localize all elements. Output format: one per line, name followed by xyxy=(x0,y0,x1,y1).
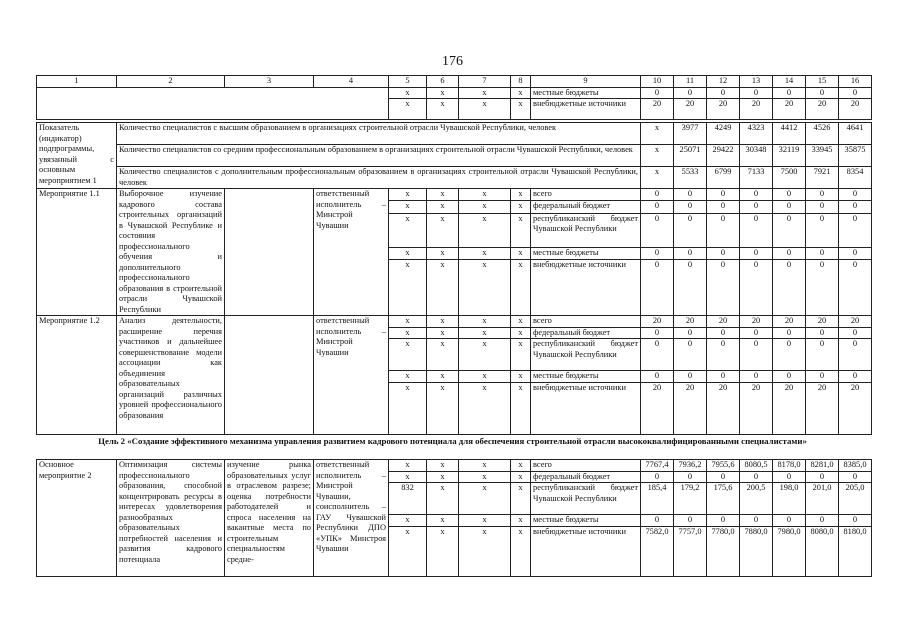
code-cell: х xyxy=(427,87,459,99)
code-cell: 832 xyxy=(389,483,427,515)
code-cell: х xyxy=(511,526,531,576)
year-value-cell: 8178,0 xyxy=(773,460,806,472)
code-cell: х xyxy=(511,471,531,483)
year-value-cell: 0 xyxy=(740,515,773,527)
code-cell: х xyxy=(427,515,459,527)
indicator-value-cell: 30348 xyxy=(740,145,773,167)
year-value-cell: 0 xyxy=(806,201,839,213)
funding-source-cell: внебюджетные источники xyxy=(531,99,641,120)
year-value-cell: 0 xyxy=(674,371,707,383)
year-value-cell: 8281,0 xyxy=(806,460,839,472)
year-value-cell: 20 xyxy=(839,99,872,120)
year-value-cell: 7780,0 xyxy=(707,526,740,576)
year-value-cell: 175,6 xyxy=(707,483,740,515)
indicator-x-cell: х xyxy=(641,145,674,167)
code-cell: х xyxy=(389,471,427,483)
year-value-cell: 0 xyxy=(740,213,773,247)
year-value-cell: 0 xyxy=(773,201,806,213)
year-value-cell: 20 xyxy=(806,316,839,328)
measure-executor: ответственный исполнитель – Минстрой Чувашии xyxy=(314,316,389,435)
year-value-cell: 0 xyxy=(674,339,707,371)
table-row xyxy=(37,123,872,145)
year-value-cell: 0 xyxy=(806,339,839,371)
code-cell: х xyxy=(459,371,511,383)
code-cell: х xyxy=(511,515,531,527)
funding-source-cell: местные бюджеты xyxy=(531,371,641,383)
year-value-cell: 0 xyxy=(839,339,872,371)
measure-label: Мероприятие 1.1 xyxy=(37,189,117,316)
code-cell: х xyxy=(459,247,511,259)
year-value-cell: 20 xyxy=(641,382,674,434)
code-cell: х xyxy=(389,247,427,259)
indicator-value-cell: 4323 xyxy=(740,123,773,145)
year-value-cell: 0 xyxy=(740,260,773,316)
year-value-cell: 0 xyxy=(773,371,806,383)
code-cell: х xyxy=(427,371,459,383)
code-cell: х xyxy=(459,213,511,247)
code-cell: х xyxy=(389,260,427,316)
funding-source-cell: федеральный бюджет xyxy=(531,471,641,483)
year-value-cell: 0 xyxy=(740,247,773,259)
year-value-cell: 0 xyxy=(839,260,872,316)
year-value-cell: 0 xyxy=(674,471,707,483)
indicator-description: Количество специалистов с дополнительным профессиональным образованием в организациях строительной отрасли Чувашской Республики, человек xyxy=(117,167,641,189)
year-value-cell: 0 xyxy=(641,189,674,201)
year-value-cell: 20 xyxy=(773,382,806,434)
year-value-cell: 0 xyxy=(707,471,740,483)
table-row xyxy=(37,316,872,328)
empty-cell xyxy=(37,87,389,120)
year-value-cell: 0 xyxy=(707,213,740,247)
year-value-cell: 20 xyxy=(740,316,773,328)
year-value-cell: 20 xyxy=(839,316,872,328)
indicator-value-cell: 33945 xyxy=(806,145,839,167)
column-number-cell: 16 xyxy=(839,76,872,88)
code-cell: х xyxy=(459,483,511,515)
year-value-cell: 0 xyxy=(740,201,773,213)
year-value-cell: 20 xyxy=(707,99,740,120)
year-value-cell: 0 xyxy=(806,371,839,383)
year-value-cell: 0 xyxy=(839,247,872,259)
code-cell: х xyxy=(511,189,531,201)
code-cell: х xyxy=(389,371,427,383)
indicator-value-cell: 4249 xyxy=(707,123,740,145)
year-value-cell: 7767,4 xyxy=(641,460,674,472)
year-value-cell: 0 xyxy=(806,515,839,527)
funding-source-cell: местные бюджеты xyxy=(531,515,641,527)
funding-source-cell: местные бюджеты xyxy=(531,247,641,259)
code-cell: х xyxy=(427,247,459,259)
measure-scope: изучение рынка образовательных услуг в отраслевом разрезе; оценка потребности работодателей и спроса населения на вакантные места по строительным специальностям средне- xyxy=(225,460,314,577)
year-value-cell: 7757,0 xyxy=(674,526,707,576)
funding-source-cell: республиканский бюджет Чувашской Республики xyxy=(531,213,641,247)
funding-source-cell: внебюджетные источники xyxy=(531,526,641,576)
measure-executor: ответственный исполнитель – Минстрой Чувашии, соисполнитель – ГАУ Чувашской Республики ДПО «УПК» Минстроя Чувашии xyxy=(314,460,389,577)
year-value-cell: 0 xyxy=(674,213,707,247)
year-value-cell: 0 xyxy=(641,327,674,339)
year-value-cell: 0 xyxy=(740,189,773,201)
year-value-cell: 0 xyxy=(641,260,674,316)
code-cell: х xyxy=(459,260,511,316)
year-value-cell: 0 xyxy=(773,189,806,201)
indicator-x-cell: х xyxy=(641,167,674,189)
page-number: 176 xyxy=(442,54,463,69)
indicator-description: Количество специалистов с высшим образованием в организациях строительной отрасли Чувашской Республики, человек xyxy=(117,123,641,145)
year-value-cell: 0 xyxy=(806,471,839,483)
code-cell: х xyxy=(459,87,511,99)
code-cell: х xyxy=(459,515,511,527)
table-row xyxy=(37,460,872,472)
code-cell: х xyxy=(511,99,531,120)
indicator-value-cell: 32119 xyxy=(773,145,806,167)
code-cell: х xyxy=(389,316,427,328)
measure-label: Основное мероприятие 2 xyxy=(37,460,117,577)
year-value-cell: 0 xyxy=(839,87,872,99)
year-value-cell: 0 xyxy=(707,201,740,213)
code-cell: х xyxy=(427,526,459,576)
year-value-cell: 0 xyxy=(641,247,674,259)
year-value-cell: 205,0 xyxy=(839,483,872,515)
year-value-cell: 0 xyxy=(674,247,707,259)
funding-source-cell: федеральный бюджет xyxy=(531,201,641,213)
program-table xyxy=(36,75,872,435)
code-cell: х xyxy=(427,260,459,316)
code-cell: х xyxy=(389,87,427,99)
year-value-cell: 7980,0 xyxy=(773,526,806,576)
year-value-cell: 20 xyxy=(707,382,740,434)
indicator-value-cell: 29422 xyxy=(707,145,740,167)
year-value-cell: 0 xyxy=(839,213,872,247)
goal2-table xyxy=(36,459,872,577)
year-value-cell: 20 xyxy=(773,316,806,328)
year-value-cell: 0 xyxy=(674,201,707,213)
year-value-cell: 200,5 xyxy=(740,483,773,515)
code-cell: х xyxy=(511,327,531,339)
year-value-cell: 0 xyxy=(773,87,806,99)
column-number-cell: 4 xyxy=(314,76,389,88)
year-value-cell: 20 xyxy=(641,316,674,328)
indicator-value-cell: 7921 xyxy=(806,167,839,189)
code-cell: х xyxy=(427,471,459,483)
code-cell: х xyxy=(389,339,427,371)
code-cell: х xyxy=(427,339,459,371)
code-cell: х xyxy=(389,382,427,434)
code-cell: х xyxy=(389,327,427,339)
funding-source-cell: республиканский бюджет Чувашской Республики xyxy=(531,483,641,515)
year-value-cell: 7582,0 xyxy=(641,526,674,576)
column-number-cell: 13 xyxy=(740,76,773,88)
indicator-value-cell: 7133 xyxy=(740,167,773,189)
year-value-cell: 0 xyxy=(707,327,740,339)
column-number-cell: 5 xyxy=(389,76,427,88)
funding-source-cell: внебюджетные источники xyxy=(531,260,641,316)
funding-source-cell: федеральный бюджет xyxy=(531,327,641,339)
table-row xyxy=(37,167,872,189)
year-value-cell: 201,0 xyxy=(806,483,839,515)
year-value-cell: 198,0 xyxy=(773,483,806,515)
code-cell: х xyxy=(511,371,531,383)
column-number-cell: 12 xyxy=(707,76,740,88)
code-cell: х xyxy=(459,201,511,213)
indicator-label: Показатель (индикатор) подпрограммы, увязанный с основным мероприятием 1 xyxy=(37,123,117,189)
year-value-cell: 20 xyxy=(740,382,773,434)
year-value-cell: 0 xyxy=(641,87,674,99)
funding-source-cell: республиканский бюджет Чувашской Республики xyxy=(531,339,641,371)
year-value-cell: 0 xyxy=(773,247,806,259)
indicator-value-cell: 5533 xyxy=(674,167,707,189)
code-cell: х xyxy=(389,189,427,201)
year-value-cell: 0 xyxy=(641,213,674,247)
indicator-value-cell: 6799 xyxy=(707,167,740,189)
column-number-cell: 11 xyxy=(674,76,707,88)
column-number-cell: 14 xyxy=(773,76,806,88)
year-value-cell: 0 xyxy=(707,189,740,201)
year-value-cell: 0 xyxy=(740,471,773,483)
year-value-cell: 20 xyxy=(707,316,740,328)
funding-source-cell: местные бюджеты xyxy=(531,87,641,99)
year-value-cell: 0 xyxy=(641,371,674,383)
year-value-cell: 0 xyxy=(839,471,872,483)
code-cell: х xyxy=(389,526,427,576)
year-value-cell: 0 xyxy=(839,371,872,383)
year-value-cell: 0 xyxy=(707,87,740,99)
year-value-cell: 0 xyxy=(674,87,707,99)
table-row xyxy=(37,189,872,201)
measure-description: Оптимизация системы профессионального образования, способной концентрировать ресурсы в интересах удовлетворения разнообразных образовательных потребностей населения и развития кадрового потенциала xyxy=(117,460,225,577)
year-value-cell: 7936,2 xyxy=(674,460,707,472)
code-cell: х xyxy=(427,483,459,515)
year-value-cell: 0 xyxy=(806,213,839,247)
year-value-cell: 0 xyxy=(740,327,773,339)
code-cell: х xyxy=(511,483,531,515)
empty-cell xyxy=(225,189,314,316)
measure-executor: ответственный исполнитель – Минстрой Чувашии xyxy=(314,189,389,316)
code-cell: х xyxy=(511,260,531,316)
code-cell: х xyxy=(511,201,531,213)
year-value-cell: 179,2 xyxy=(674,483,707,515)
code-cell: х xyxy=(511,87,531,99)
funding-source-cell: внебюджетные источники xyxy=(531,382,641,434)
year-value-cell: 20 xyxy=(773,99,806,120)
code-cell: х xyxy=(459,327,511,339)
code-cell: х xyxy=(459,189,511,201)
code-cell: х xyxy=(427,99,459,120)
year-value-cell: 0 xyxy=(839,201,872,213)
year-value-cell: 0 xyxy=(773,515,806,527)
code-cell: х xyxy=(459,382,511,434)
code-cell: х xyxy=(511,382,531,434)
code-cell: х xyxy=(389,460,427,472)
code-cell: х xyxy=(427,327,459,339)
year-value-cell: 20 xyxy=(674,382,707,434)
empty-cell xyxy=(225,316,314,435)
year-value-cell: 0 xyxy=(674,327,707,339)
year-value-cell: 20 xyxy=(806,382,839,434)
table-row xyxy=(37,87,872,99)
year-value-cell: 0 xyxy=(674,260,707,316)
year-value-cell: 0 xyxy=(806,189,839,201)
year-value-cell: 185,4 xyxy=(641,483,674,515)
indicator-value-cell: 3977 xyxy=(674,123,707,145)
year-value-cell: 0 xyxy=(641,471,674,483)
year-value-cell: 0 xyxy=(674,189,707,201)
code-cell: х xyxy=(459,339,511,371)
year-value-cell: 20 xyxy=(674,99,707,120)
indicator-value-cell: 4641 xyxy=(839,123,872,145)
year-value-cell: 20 xyxy=(839,382,872,434)
funding-source-cell: всего xyxy=(531,189,641,201)
indicator-value-cell: 8354 xyxy=(839,167,872,189)
year-value-cell: 20 xyxy=(641,99,674,120)
code-cell: х xyxy=(459,471,511,483)
year-value-cell: 20 xyxy=(674,316,707,328)
column-number-cell: 1 xyxy=(37,76,117,88)
code-cell: х xyxy=(427,201,459,213)
code-cell: х xyxy=(427,460,459,472)
column-number-cell: 6 xyxy=(427,76,459,88)
year-value-cell: 0 xyxy=(806,260,839,316)
funding-source-cell: всего xyxy=(531,460,641,472)
year-value-cell: 8080,5 xyxy=(740,460,773,472)
year-value-cell: 0 xyxy=(740,371,773,383)
measure-description: Анализ деятельности, расширение перечня участников и дальнейшее совершенствование модели ассоциации как объединения образовательных организаций различных уровней профессионального образования xyxy=(117,316,225,435)
year-value-cell: 8385,0 xyxy=(839,460,872,472)
indicator-value-cell: 4526 xyxy=(806,123,839,145)
year-value-cell: 0 xyxy=(740,339,773,371)
year-value-cell: 0 xyxy=(773,471,806,483)
year-value-cell: 0 xyxy=(806,87,839,99)
code-cell: х xyxy=(459,526,511,576)
code-cell: х xyxy=(389,213,427,247)
code-cell: х xyxy=(459,316,511,328)
goal-2-heading: Цель 2 «Создание эффективного механизма управления развитием кадрового потенциала для обеспечения строительной отрасли высококвалифицированными специалистами» xyxy=(98,436,807,446)
year-value-cell: 8180,0 xyxy=(839,526,872,576)
year-value-cell: 0 xyxy=(707,515,740,527)
funding-source-cell: всего xyxy=(531,316,641,328)
code-cell: х xyxy=(511,213,531,247)
indicator-value-cell: 25071 xyxy=(674,145,707,167)
column-number-cell: 15 xyxy=(806,76,839,88)
year-value-cell: 0 xyxy=(839,189,872,201)
code-cell: х xyxy=(511,460,531,472)
indicator-description: Количество специалистов со средним профессиональным образованием в организациях строительной отрасли Чувашской Республики, человек xyxy=(117,145,641,167)
code-cell: х xyxy=(427,213,459,247)
year-value-cell: 8080,0 xyxy=(806,526,839,576)
table-row xyxy=(37,76,872,88)
column-number-cell: 9 xyxy=(531,76,641,88)
year-value-cell: 0 xyxy=(773,327,806,339)
code-cell: х xyxy=(389,515,427,527)
indicator-value-cell: 7500 xyxy=(773,167,806,189)
year-value-cell: 0 xyxy=(641,515,674,527)
column-number-cell: 2 xyxy=(117,76,225,88)
table-row xyxy=(37,145,872,167)
code-cell: х xyxy=(459,460,511,472)
code-cell: х xyxy=(511,339,531,371)
column-number-cell: 3 xyxy=(225,76,314,88)
year-value-cell: 0 xyxy=(839,515,872,527)
column-number-cell: 10 xyxy=(641,76,674,88)
year-value-cell: 7880,0 xyxy=(740,526,773,576)
indicator-value-cell: 35875 xyxy=(839,145,872,167)
code-cell: х xyxy=(389,99,427,120)
measure-description: Выборочное изучение кадрового состава строительных организаций в Чувашской Республике и состояния профессионального обучения и дополнительного профессионального образования в строительной отрасли Чувашской Республики xyxy=(117,189,225,316)
year-value-cell: 0 xyxy=(773,260,806,316)
column-number-cell: 8 xyxy=(511,76,531,88)
code-cell: х xyxy=(427,382,459,434)
code-cell: х xyxy=(389,201,427,213)
year-value-cell: 0 xyxy=(806,247,839,259)
column-number-cell: 7 xyxy=(459,76,511,88)
year-value-cell: 0 xyxy=(707,260,740,316)
code-cell: х xyxy=(427,316,459,328)
year-value-cell: 20 xyxy=(740,99,773,120)
year-value-cell: 20 xyxy=(806,99,839,120)
year-value-cell: 0 xyxy=(773,213,806,247)
year-value-cell: 0 xyxy=(641,201,674,213)
year-value-cell: 0 xyxy=(674,515,707,527)
indicator-x-cell: х xyxy=(641,123,674,145)
year-value-cell: 0 xyxy=(707,339,740,371)
code-cell: х xyxy=(511,247,531,259)
year-value-cell: 0 xyxy=(740,87,773,99)
year-value-cell: 0 xyxy=(806,327,839,339)
year-value-cell: 0 xyxy=(641,339,674,371)
code-cell: х xyxy=(459,99,511,120)
year-value-cell: 0 xyxy=(707,247,740,259)
year-value-cell: 7955,6 xyxy=(707,460,740,472)
year-value-cell: 0 xyxy=(707,371,740,383)
year-value-cell: 0 xyxy=(839,327,872,339)
code-cell: х xyxy=(427,189,459,201)
indicator-value-cell: 4412 xyxy=(773,123,806,145)
code-cell: х xyxy=(511,316,531,328)
year-value-cell: 0 xyxy=(773,339,806,371)
measure-label: Мероприятие 1.2 xyxy=(37,316,117,435)
